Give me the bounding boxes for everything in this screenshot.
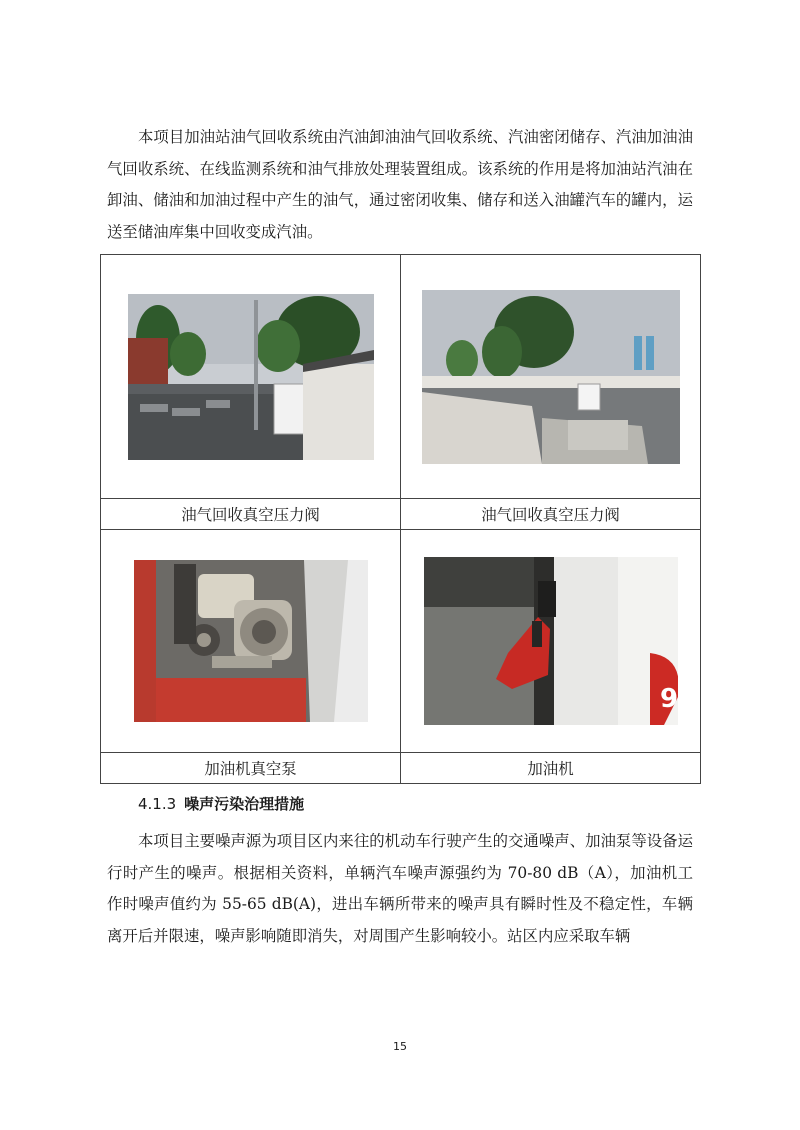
page-number: 15 (393, 1040, 407, 1053)
section-number: 4.1.3 (138, 795, 177, 813)
photo-cell-1 (101, 255, 401, 499)
vacuum-valve-photo-2 (422, 290, 680, 464)
vacuum-valve-photo-1 (128, 294, 374, 460)
caption-3: 加油机真空泵 (101, 753, 401, 784)
vacuum-pump-photo (134, 560, 368, 722)
section-heading (138, 793, 304, 814)
photo-table (100, 254, 701, 784)
photo-cell-3 (101, 530, 401, 753)
section-title: 噪声污染治理措施 (184, 795, 305, 813)
caption-2: 油气回收真空压力阀 (401, 499, 701, 530)
caption-1: 油气回收真空压力阀 (101, 499, 401, 530)
caption-4: 加油机 (401, 753, 701, 784)
intro-paragraph: 本项目加油站油气回收系统由汽油卸油油气回收系统、汽油密闭储存、汽油加油油气回收系统、在线监测系统和油气排放处理装置组成。该系统的作用是将加油站汽油在卸油、储油和加油过程中产生的油气，通过密闭收集、储存和送入油罐汽车的罐内，运送至储油库集中回收变成汽油。 (107, 128, 693, 241)
pump-number-badge: 9 (659, 684, 678, 714)
photo-cell-2 (401, 255, 701, 499)
photo-cell-4 (401, 530, 701, 753)
noise-paragraph: 本项目主要噪声源为项目区内来往的机动车行驶产生的交通噪声、加油泵等设备运行时产生的噪声。根据相关资料，单辆汽车噪声源强约为 70-80 dB（A），加油机工作时噪声值约为 55-65 dB(A)，进出车辆所带来的噪声具有瞬时性及不稳定性，车辆离开后并限速，噪声影响随即消失，对周围产生影响较小。站区内应采取车辆 (107, 832, 693, 945)
fuel-dispenser-photo (424, 557, 678, 725)
